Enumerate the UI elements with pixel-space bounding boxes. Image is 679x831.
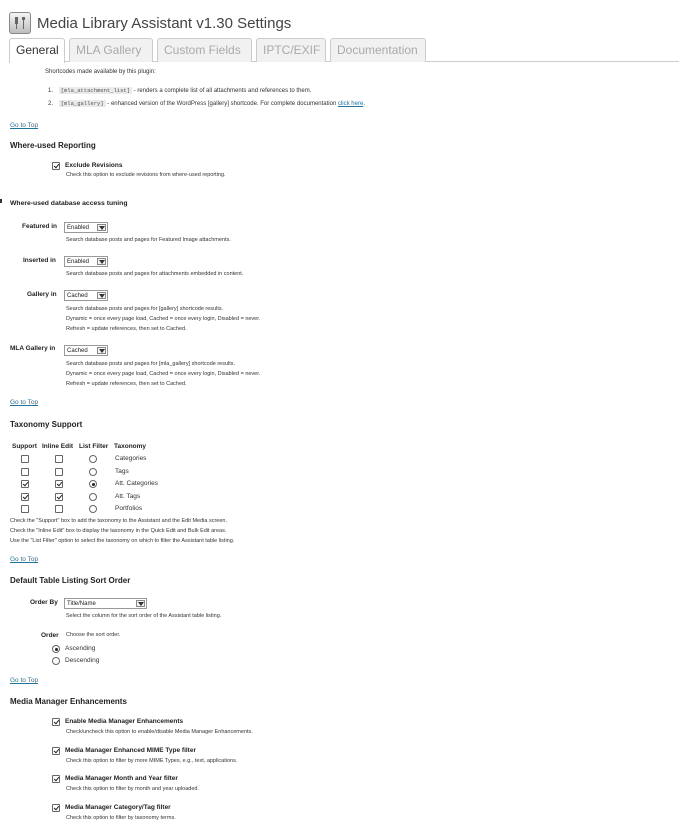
order-by-select[interactable] [64, 598, 147, 609]
order-by-label: Order By [30, 599, 58, 606]
mla-gallery-in-desc-3: Refresh = update references, then set to Cached. [66, 381, 187, 387]
gallery-in-desc-1: Search database posts and pages for [gallery] shortcode results. [66, 306, 224, 312]
go-to-top-link[interactable]: Go to Top [10, 677, 39, 684]
enable-media-manager-label: Enable Media Manager Enhancements [65, 718, 184, 725]
order-by-desc: Select the column for the sort order of the Assistant table listing. [66, 613, 222, 619]
ascending-radio[interactable] [52, 645, 60, 653]
featured-in-value: Enabled [67, 224, 90, 231]
support-checkbox-portfolios[interactable] [21, 505, 29, 513]
tab-bar [9, 38, 679, 62]
taxonomy-name: Categories [115, 455, 147, 462]
chevron-down-icon [97, 292, 106, 299]
ascending-label: Ascending [65, 645, 96, 652]
shortcode-desc: - renders a complete list of all attachments and references to them. [133, 88, 312, 94]
shortcodes-intro: Shortcodes made available by this plugin: [45, 69, 156, 75]
mla-gallery-in-desc-1: Search database posts and pages for [mla_gallery] shortcode results. [66, 361, 236, 367]
tab-general[interactable]: General [9, 38, 65, 63]
support-checkbox-att-tags[interactable] [21, 493, 29, 501]
support-checkbox-tags[interactable] [21, 468, 29, 476]
inserted-in-label: Inserted in [23, 257, 56, 264]
media-manager-title: Media Manager Enhancements [10, 697, 127, 706]
support-checkbox-categories[interactable] [21, 455, 29, 463]
tab-documentation[interactable]: Documentation [330, 38, 426, 62]
mime-filter-desc: Check this option to filter by more MIME Types, e.g., text, applications. [66, 758, 238, 764]
shortcode-code: [mla_attachment_list] [60, 87, 130, 94]
featured-in-label: Featured in [22, 223, 58, 230]
taxonomy-note-1: Check the "Support" box to add the taxonomy to the Assistant and the Edit Media screen. [10, 518, 228, 524]
inline-edit-checkbox-att-tags[interactable] [55, 493, 63, 501]
mime-filter-checkbox[interactable] [52, 747, 60, 755]
list-number: 2. [48, 101, 54, 107]
mla-gallery-in-desc-2: Dynamic = once every page load, Cached = once every login, Disabled = never. [66, 371, 261, 377]
tab-mla-gallery[interactable]: MLA Gallery [69, 38, 153, 62]
page-title: Media Library Assistant v1.30 Settings [37, 14, 292, 32]
descending-label: Descending [65, 657, 100, 664]
taxonomy-note-2: Check the "Inline Edit" box to display the taxonomy in the Quick Edit and Bulk Edit areas. [10, 528, 227, 534]
tab-custom-fields[interactable]: Custom Fields [157, 38, 252, 62]
category-tag-filter-checkbox[interactable] [52, 804, 60, 812]
gallery-in-desc-2: Dynamic = once every page load, Cached = once every login, Disabled = never. [66, 316, 261, 322]
gallery-in-value: Cached [67, 292, 88, 299]
enable-media-manager-desc: Check/uncheck this option to enable/disable Media Manager Enhancements. [66, 729, 253, 735]
shortcode-item-1 [48, 87, 311, 94]
mla-gallery-in-label: MLA Gallery in [10, 345, 56, 352]
exclude-revisions-checkbox[interactable] [52, 162, 60, 170]
mla-gallery-in-select[interactable] [64, 345, 108, 356]
inline-edit-checkbox-att-categories[interactable] [55, 480, 63, 488]
go-to-top-link[interactable]: Go to Top [10, 399, 39, 406]
list-filter-radio-categories[interactable] [89, 455, 97, 463]
list-filter-radio-att-tags[interactable] [89, 493, 97, 501]
shortcode-item-2 [48, 100, 365, 107]
exclude-revisions-desc: Check this option to exclude revisions from where-used reporting. [66, 172, 226, 178]
mla-gallery-in-value: Cached [67, 347, 88, 354]
tab-iptc-exif[interactable]: IPTC/EXIF [256, 38, 326, 62]
chevron-down-icon [97, 347, 106, 354]
gallery-in-desc-3: Refresh = update references, then set to Cached. [66, 326, 187, 332]
category-tag-filter-label: Media Manager Category/Tag filter [65, 804, 171, 811]
inline-edit-checkbox-tags[interactable] [55, 468, 63, 476]
inserted-in-value: Enabled [67, 258, 90, 265]
edge-marker [0, 199, 2, 203]
support-checkbox-att-categories[interactable] [21, 480, 29, 488]
enable-media-manager-checkbox[interactable] [52, 718, 60, 726]
category-tag-filter-desc: Check this option to filter by taxonomy terms. [66, 815, 176, 821]
list-filter-radio-portfolios[interactable] [89, 505, 97, 513]
descending-radio[interactable] [52, 657, 60, 665]
chevron-down-icon [97, 258, 106, 265]
inserted-in-desc: Search database posts and pages for attachments embedded in content. [66, 271, 244, 277]
list-filter-radio-tags[interactable] [89, 468, 97, 476]
taxonomy-name: Att. Tags [115, 493, 141, 500]
order-desc: Choose the sort order. [66, 632, 121, 638]
month-year-filter-desc: Check this option to filter by month and year uploaded. [66, 786, 199, 792]
where-used-title: Where-used Reporting [10, 141, 96, 150]
db-tuning-title: Where-used database access tuning [10, 200, 128, 207]
featured-in-select[interactable] [64, 222, 108, 233]
col-inline-edit: Inline Edit [42, 443, 74, 450]
shortcode-code: [mla_gallery] [60, 100, 104, 107]
sort-title: Default Table Listing Sort Order [10, 576, 131, 585]
click-here-link[interactable]: click here [337, 101, 364, 107]
shortcode-desc: - enhanced version of the WordPress [gallery] shortcode. For complete documentation [107, 101, 337, 107]
go-to-top-link[interactable]: Go to Top [10, 556, 39, 563]
taxonomy-title: Taxonomy Support [10, 420, 83, 429]
order-by-value: Title/Name [67, 600, 96, 607]
go-to-top-link[interactable]: Go to Top [10, 122, 39, 129]
tools-icon [9, 12, 31, 34]
gallery-in-select[interactable] [64, 290, 108, 301]
featured-in-desc: Search database posts and pages for Featured Image attachments. [66, 237, 231, 243]
taxonomy-note-3: Use the "List Filter" option to select the taxonomy on which to filter the Assistant table listing. [10, 538, 235, 544]
mime-filter-label: Media Manager Enhanced MIME Type filter [65, 747, 196, 754]
list-number: 1. [48, 88, 54, 94]
taxonomy-name: Tags [115, 468, 129, 475]
month-year-filter-label: Media Manager Month and Year filter [65, 775, 178, 782]
col-list-filter: List Filter [79, 443, 109, 450]
page-header [9, 10, 291, 36]
chevron-down-icon [97, 224, 106, 231]
period: . [363, 101, 365, 107]
col-support: Support [12, 443, 37, 450]
chevron-down-icon [136, 600, 145, 607]
col-taxonomy: Taxonomy [114, 443, 147, 450]
gallery-in-label: Gallery in [27, 291, 57, 298]
month-year-filter-checkbox[interactable] [52, 775, 60, 783]
taxonomy-name: Att. Categories [115, 480, 158, 487]
inserted-in-select[interactable] [64, 256, 108, 267]
inline-edit-checkbox-categories[interactable] [55, 455, 63, 463]
inline-edit-checkbox-portfolios[interactable] [55, 505, 63, 513]
list-filter-radio-att-categories[interactable] [89, 480, 97, 488]
taxonomy-name: Portfolios [115, 505, 143, 512]
order-label: Order [41, 632, 59, 639]
exclude-revisions-label: Exclude Revisions [65, 162, 123, 169]
